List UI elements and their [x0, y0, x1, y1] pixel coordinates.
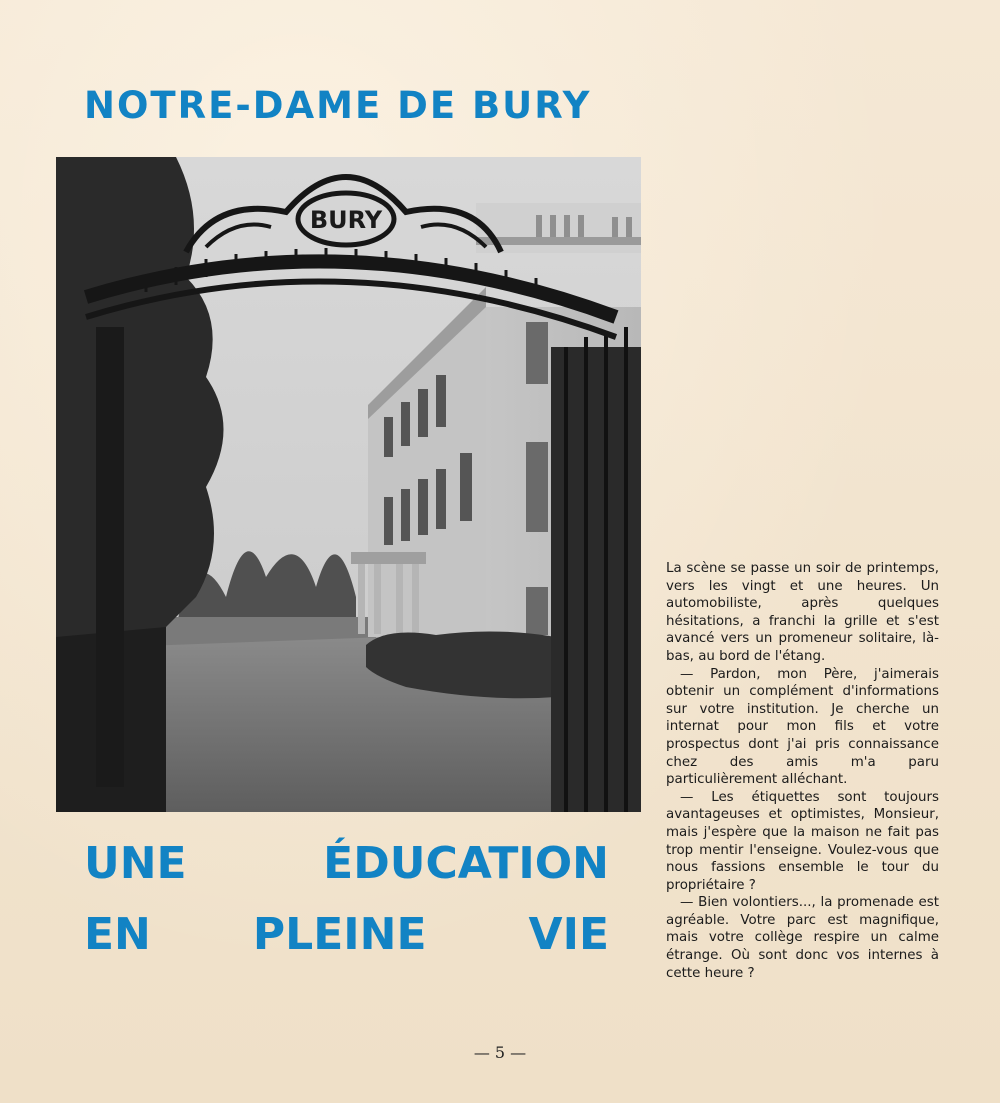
headline-word: ÉDUCATION — [323, 838, 609, 889]
headline-word: PLEINE — [252, 909, 427, 960]
paragraph: — Bien volontiers..., la promenade est agréable. Votre parc est magnifique, mais votre collège respire un calme étrange. Où sont donc vos internes à cette heure ? — [666, 895, 939, 981]
article-body — [666, 560, 939, 982]
headline-line-2 — [84, 909, 609, 960]
headline-word: UNE — [84, 838, 187, 889]
page-number: — 5 — — [473, 1043, 527, 1062]
paragraph: La scène se passe un soir de printemps, vers les vingt et une heures. Un automobiliste, après quelques hésitations, a franchi la grille et s'est avancé vers un promeneur solitaire, là-bas, au bord de l'étang. — [666, 561, 939, 664]
photo-gate-and-chateau — [56, 157, 641, 812]
page-title: NOTRE-DAME DE BURY — [84, 84, 592, 127]
headline-word: VIE — [528, 909, 609, 960]
paragraph: — Pardon, mon Père, j'aimerais obtenir un complément d'informations sur votre institution. Je cherche un internat pour mon fils et votre prospectus dont j'ai pris connaissance chez des amis m'a paru particulièrement alléchant. — [666, 666, 939, 788]
headline-word: EN — [84, 909, 151, 960]
paragraph: — Les étiquettes sont toujours avantageuses et optimistes, Monsieur, mais j'espère que la maison ne fait pas trop mentir l'enseigne. Voulez-vous que nous fassions ensemble le tour du propriétaire ? — [666, 789, 939, 893]
headline-line-1 — [84, 838, 609, 889]
gate-sign-text: BURY — [309, 206, 383, 234]
